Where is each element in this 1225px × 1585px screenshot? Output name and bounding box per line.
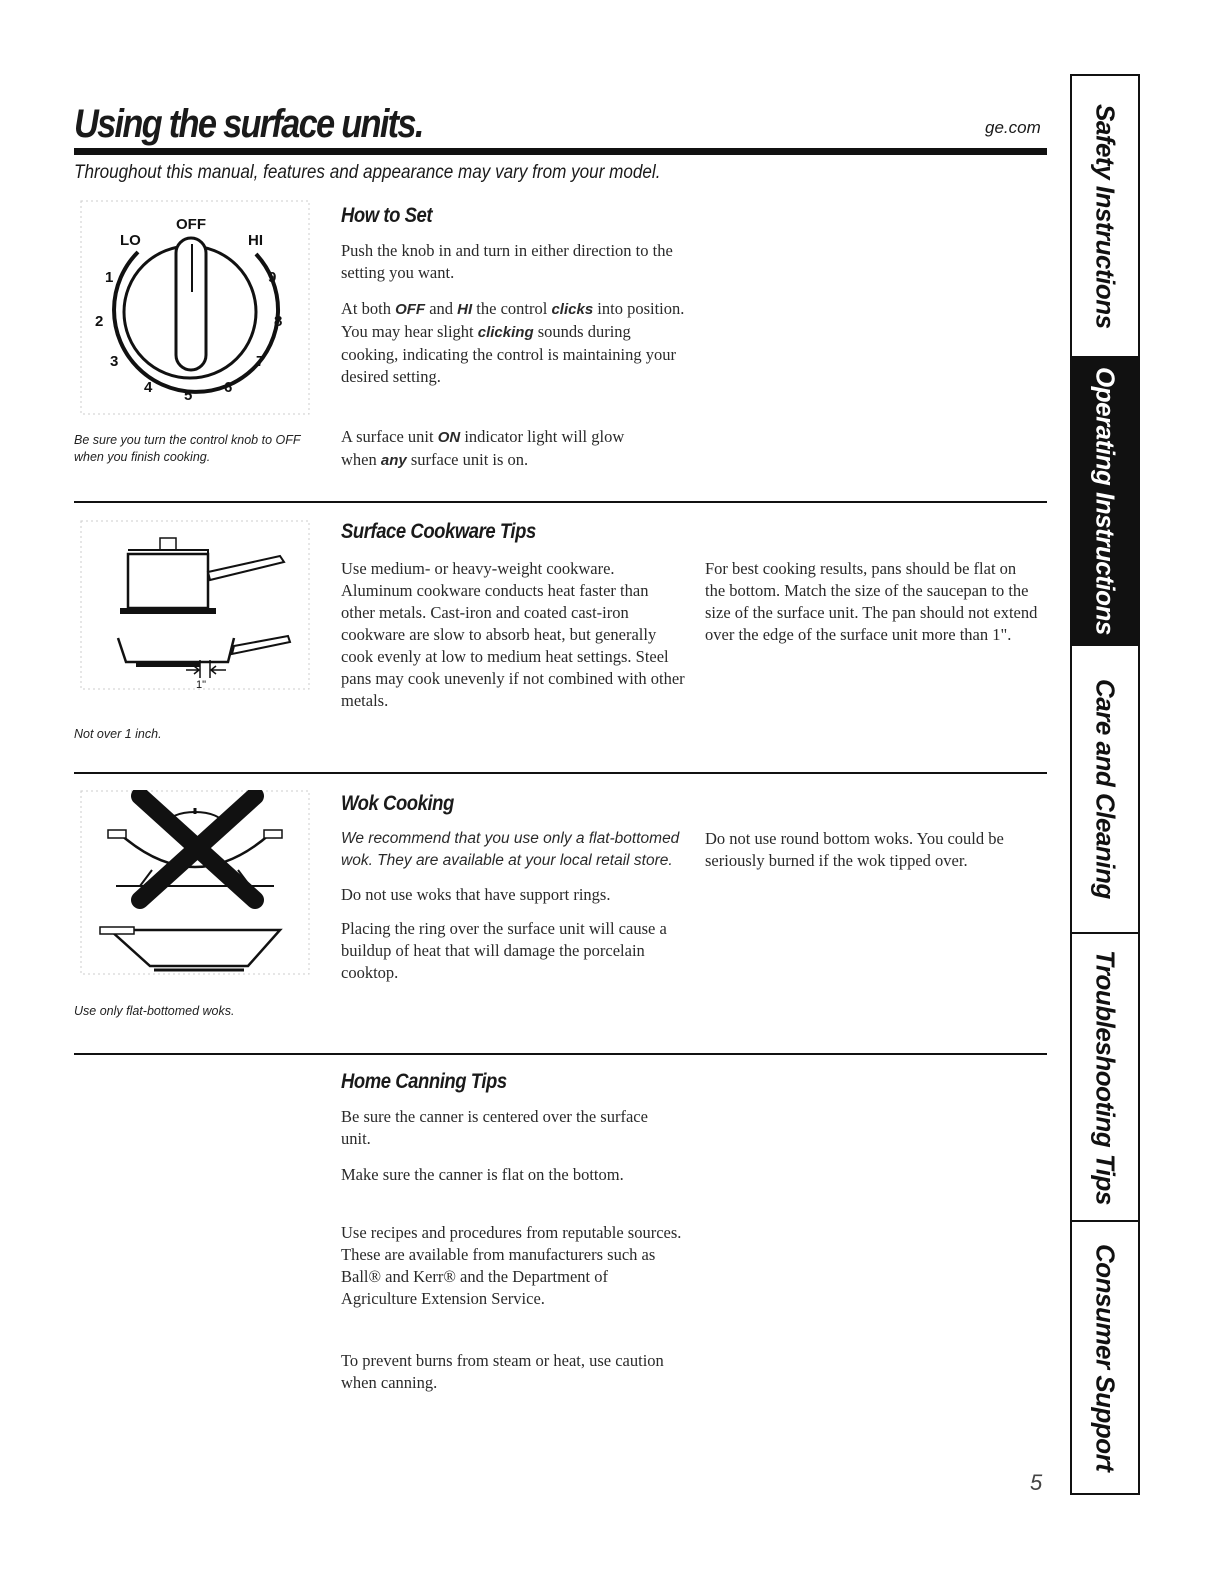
knob-label-hi: HI xyxy=(248,232,263,249)
cookware-caption: Not over 1 inch. xyxy=(74,727,162,741)
page-number: 5 xyxy=(1030,1470,1043,1495)
knob-label-6: 6 xyxy=(224,379,233,396)
wok-illustration xyxy=(80,790,310,975)
how-to-set-heading: How to Set xyxy=(341,204,433,227)
wok-recommendation: We recommend that you use only a flat-bottomed wok. They are available at your local retail store. xyxy=(341,830,680,869)
how-to-set-p3: A surface unit ON indicator light will glow when any surface unit is on. xyxy=(341,427,625,469)
tab-care-and-cleaning[interactable]: Care and Cleaning xyxy=(1072,646,1138,934)
knob-label-7: 7 xyxy=(256,353,265,370)
knob-label-2: 2 xyxy=(95,313,104,330)
title-rule xyxy=(74,148,1047,155)
one-inch-label: 1" xyxy=(196,679,207,690)
cookware-right-text: For best cooking results, pans should be flat on the bottom. Match the size of the saucepan to the size of the surface unit. The pan should not extend over the edge of the surface unit more than 1". xyxy=(705,559,1038,644)
cookware-illustration xyxy=(80,520,310,690)
canning-p3: Use recipes and procedures from reputable sources. These are available from manufacturers such as Ball® and Kerr® and the Department of Agriculture Extension Service. xyxy=(341,1223,682,1308)
how-to-set-p1: Push the knob in and turn in either direction to the setting you want. xyxy=(341,241,673,282)
wok-p3: Placing the ring over the surface unit will cause a buildup of heat that will damage the porcelain cooktop. xyxy=(341,919,667,982)
site-url: ge.com xyxy=(985,118,1041,137)
canning-p1: Be sure the canner is centered over the surface unit. xyxy=(341,1107,648,1148)
wok-caption: Use only flat-bottomed woks. xyxy=(74,1004,235,1018)
knob-label-lo: LO xyxy=(120,232,141,249)
wok-p2: Do not use woks that have support rings. xyxy=(341,885,611,904)
section-tabs-sidebar xyxy=(1070,74,1140,1495)
canning-p4: To prevent burns from steam or heat, use caution when canning. xyxy=(341,1351,664,1392)
tab-safety-instructions[interactable]: Safety Instructions xyxy=(1072,76,1138,358)
tab-troubleshooting-tips[interactable]: Troubleshooting Tips xyxy=(1072,934,1138,1222)
knob-label-off: OFF xyxy=(176,216,206,233)
knob-label-8: 8 xyxy=(274,313,283,330)
section-divider-2 xyxy=(74,772,1047,774)
tab-operating-instructions[interactable]: Operating Instructions xyxy=(1072,358,1138,646)
knob-label-5: 5 xyxy=(184,387,193,404)
knob-label-9: 9 xyxy=(268,269,277,286)
control-knob-illustration xyxy=(80,200,310,415)
canning-heading: Home Canning Tips xyxy=(341,1070,507,1093)
how-to-set-p2: At both OFF and HI the control clicks into position. You may hear slight clicking sounds during cooking, indicating the control is maintaining your desired setting. xyxy=(341,299,685,386)
tab-consumer-support[interactable]: Consumer Support xyxy=(1090,1243,1121,1472)
knob-label-1: 1 xyxy=(105,269,114,286)
section-divider-3 xyxy=(74,1053,1047,1055)
cookware-heading: Surface Cookware Tips xyxy=(341,520,536,543)
section-divider-1 xyxy=(74,501,1047,503)
cookware-left-text: Use medium- or heavy-weight cookware. Aluminum cookware conducts heat faster than other metals. Cast-iron and coated cast-iron cookware are slow to absorb heat, but generally cook evenly at low to medium heat settings. Steel pans may cook unevenly if not combined with other metals. xyxy=(341,559,685,710)
page-title: Using the surface units. xyxy=(74,102,423,146)
canning-p2: Make sure the canner is flat on the bottom. xyxy=(341,1165,624,1184)
knob-label-4: 4 xyxy=(144,379,153,396)
wok-heading: Wok Cooking xyxy=(341,792,454,815)
page-subtitle: Throughout this manual, features and appearance may vary from your model. xyxy=(74,162,661,183)
wok-right-text: Do not use round bottom woks. You could be seriously burned if the wok tipped over. xyxy=(705,829,1004,870)
knob-caption: Be sure you turn the control knob to OFF when you finish cooking. xyxy=(74,433,301,464)
knob-label-3: 3 xyxy=(110,353,119,370)
